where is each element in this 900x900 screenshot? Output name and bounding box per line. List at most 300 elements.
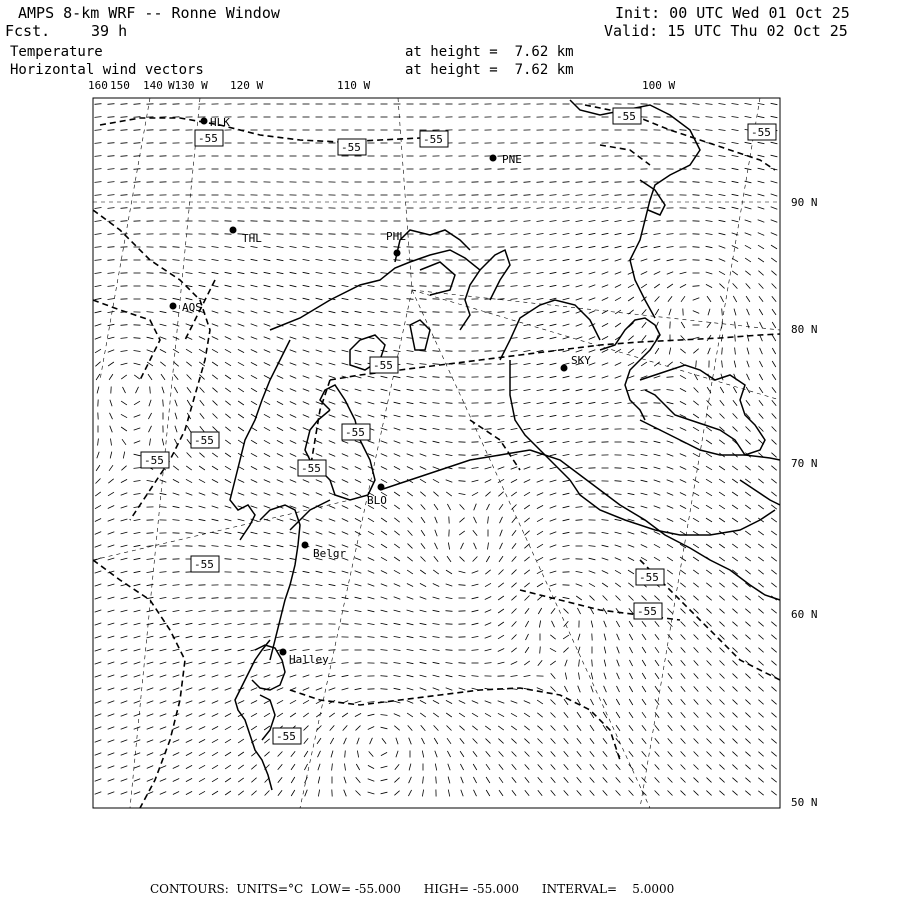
wind-vector [694, 635, 699, 640]
wind-vector [564, 764, 569, 769]
wind-vector [668, 751, 673, 756]
wind-vector [173, 649, 180, 651]
wind-vector [459, 688, 466, 690]
wind-vector [537, 700, 543, 704]
wind-vector [669, 348, 670, 355]
wind-vector [733, 713, 738, 718]
wind-vector [733, 400, 737, 406]
wind-vector [213, 414, 218, 419]
wind-vector [706, 246, 713, 247]
wind-vector [212, 453, 218, 457]
plot-title: AMPS 8-km WRF -- Ronne Window [18, 4, 280, 22]
wind-vector [745, 557, 751, 561]
wind-vector [238, 739, 244, 743]
wind-vector [628, 336, 633, 341]
wind-vector [394, 260, 401, 261]
wind-vector [563, 195, 570, 196]
wind-vector [460, 504, 465, 509]
wind-vector [524, 570, 530, 574]
wind-vector [563, 259, 570, 260]
wind-vector [551, 713, 556, 718]
wind-vector [511, 182, 518, 183]
wind-vector [604, 673, 606, 680]
wind-vector [655, 686, 659, 692]
wind-vector [576, 520, 583, 521]
wind-vector [277, 285, 284, 287]
wind-vector [693, 570, 699, 574]
wind-vector [368, 584, 375, 586]
wind-vector [628, 455, 635, 456]
wind-vector [95, 195, 102, 196]
wind-vector [745, 531, 751, 535]
wind-vector [499, 777, 503, 783]
wind-vector [187, 426, 191, 432]
wind-vector [212, 247, 219, 248]
wind-vector [693, 349, 698, 354]
wind-vector [771, 492, 776, 496]
wind-vector [368, 273, 375, 274]
wind-vector [316, 337, 323, 339]
wind-vector [498, 364, 505, 365]
wind-vector [707, 635, 712, 640]
wind-vector [589, 246, 596, 247]
wind-vector [667, 377, 674, 378]
wind-vector [173, 286, 180, 287]
wind-vector [408, 790, 411, 796]
wind-vector [615, 233, 622, 234]
wind-vector [121, 597, 128, 599]
wind-vector [290, 415, 296, 418]
wind-vector [407, 688, 414, 690]
wind-vector [680, 388, 686, 391]
wind-vector [540, 647, 541, 654]
wind-vector [291, 777, 295, 783]
wind-vector [225, 414, 230, 418]
wind-vector [615, 363, 621, 366]
wind-vector [617, 634, 620, 640]
valid-time: Valid: 15 UTC Thu 02 Oct 25 [604, 22, 848, 40]
wind-vector [732, 648, 737, 653]
wind-vector [576, 246, 583, 247]
wind-vector [303, 298, 310, 300]
wind-vector [758, 233, 764, 236]
wind-vector [472, 597, 479, 599]
wind-vector [498, 338, 505, 339]
wind-vector [708, 348, 711, 354]
wind-vector [524, 299, 531, 300]
wind-vector [760, 322, 763, 328]
wind-vector [95, 792, 102, 794]
wind-vector [316, 688, 322, 691]
wind-vector [603, 764, 607, 769]
wind-vector [225, 493, 231, 496]
wind-vector [668, 712, 672, 717]
wind-vector [160, 675, 167, 677]
wind-vector [316, 532, 323, 534]
wind-vector [589, 208, 596, 209]
wind-vector [394, 247, 401, 248]
station-label: HLK [210, 116, 230, 129]
wind-vector [771, 258, 777, 262]
wind-vector [654, 454, 661, 456]
wind-vector [212, 688, 219, 691]
wind-vector [719, 271, 725, 274]
wind-vector [771, 505, 777, 509]
wind-vector [186, 519, 193, 520]
wind-vector [551, 687, 556, 692]
field-label-wind: Horizontal wind vectors [10, 62, 204, 78]
wind-vector [381, 571, 387, 574]
wind-vector [342, 298, 349, 299]
wind-vector [407, 376, 414, 377]
wind-vector [616, 790, 621, 795]
wind-vector [537, 726, 542, 731]
wind-vector [641, 429, 648, 430]
wind-vector [121, 545, 128, 547]
wind-vector [407, 364, 414, 365]
wind-vector [318, 764, 320, 771]
wind-vector [589, 285, 596, 287]
wind-vector [681, 791, 686, 796]
wind-vector [694, 647, 699, 652]
wind-vector [576, 429, 583, 430]
wind-vector [95, 143, 102, 144]
wind-vector [264, 532, 271, 534]
wind-vector [706, 414, 711, 419]
wind-vector [550, 441, 557, 442]
wind-vector [564, 738, 569, 743]
wind-vector [720, 700, 725, 705]
wind-vector [759, 400, 763, 406]
wind-vector [550, 532, 557, 534]
wind-vector [238, 662, 245, 664]
wind-vector [722, 361, 723, 368]
wind-vector [472, 571, 479, 573]
wind-vector [615, 402, 622, 403]
wind-vector [603, 596, 608, 601]
wind-vector [771, 752, 776, 757]
wind-vector [759, 387, 763, 393]
wind-vector [303, 493, 309, 496]
wind-vector [563, 324, 570, 326]
wind-vector [173, 779, 179, 782]
wind-vector [108, 479, 113, 483]
wind-vector [524, 377, 531, 378]
wind-vector [602, 429, 609, 430]
wind-vector [186, 362, 191, 366]
wind-vector [447, 751, 450, 757]
wind-vector [134, 545, 141, 546]
wind-vector [394, 778, 399, 783]
wind-vector [719, 440, 725, 444]
wind-vector [96, 479, 101, 484]
wind-vector [212, 598, 219, 599]
wind-vector [758, 713, 763, 718]
wind-vector [407, 389, 414, 390]
wind-vector [186, 298, 193, 300]
wind-vector [668, 647, 672, 652]
wind-vector [303, 637, 310, 638]
wind-vector [604, 621, 607, 627]
wind-vector [524, 247, 531, 248]
wind-vector [134, 117, 141, 118]
wind-vector [381, 752, 387, 755]
wind-vector [524, 428, 531, 429]
lon-label-130: W130 W [168, 79, 208, 92]
wind-vector [95, 273, 102, 274]
wind-vector [589, 220, 596, 221]
wind-vector [173, 493, 180, 495]
wind-vector [447, 738, 451, 744]
wind-vector [134, 519, 141, 520]
wind-vector [408, 544, 413, 549]
wind-vector [238, 375, 244, 379]
wind-vector [732, 609, 737, 614]
wind-vector [577, 751, 581, 756]
wind-vector [745, 648, 750, 653]
lon-label-160: 160 [88, 79, 108, 92]
wind-vector [381, 779, 388, 781]
wind-vector [186, 752, 192, 755]
wind-vector [602, 402, 609, 403]
wind-vector [264, 311, 271, 313]
wind-vector [745, 479, 751, 483]
wind-vector [589, 558, 596, 560]
wind-vector [680, 349, 685, 353]
wind-vector [629, 673, 632, 679]
wind-vector [355, 454, 361, 457]
wind-vector [538, 751, 543, 756]
station-label: PHL [386, 230, 406, 243]
wind-vector [720, 296, 723, 302]
wind-vector [305, 790, 308, 797]
wind-vector [147, 636, 154, 638]
wind-vector [225, 259, 232, 260]
wind-vector [225, 636, 232, 637]
wind-vector [604, 660, 606, 667]
wind-vector [488, 543, 489, 550]
wind-vector [173, 662, 180, 664]
wind-vector [408, 725, 413, 730]
wind-vector [604, 686, 607, 692]
wind-vector [368, 597, 375, 599]
wind-vector [720, 726, 725, 731]
wind-vector [667, 506, 673, 509]
wind-vector [628, 545, 634, 548]
wind-vector [461, 543, 464, 549]
wind-vector [238, 298, 245, 300]
wind-vector [277, 480, 283, 483]
wind-vector [667, 402, 674, 404]
wind-vector [251, 453, 257, 456]
wind-vector [474, 543, 477, 549]
wind-vector [758, 570, 763, 574]
wind-vector [641, 442, 648, 443]
wind-vector [199, 611, 206, 612]
wind-vector [641, 362, 647, 366]
wind-vector [355, 713, 361, 716]
wind-vector [758, 258, 764, 262]
wind-vector [446, 492, 452, 496]
wind-vector [108, 506, 114, 509]
wind-vector [394, 570, 400, 573]
wind-vector [134, 740, 141, 743]
wind-vector [186, 493, 193, 495]
wind-vector [719, 596, 724, 601]
wind-vector [511, 441, 518, 443]
wind-vector [108, 182, 115, 183]
wind-vector [485, 610, 491, 613]
wind-vector [199, 714, 205, 717]
wind-vector [342, 571, 349, 573]
wind-vector [423, 777, 424, 784]
station-marker [394, 250, 401, 257]
wind-vector [589, 546, 596, 547]
wind-vector [550, 648, 556, 651]
wind-vector [121, 662, 128, 664]
wind-vector [329, 350, 336, 352]
wind-vector [108, 714, 115, 716]
wind-vector [212, 546, 219, 547]
wind-vector [305, 777, 308, 783]
wind-vector [290, 324, 297, 326]
wind-vector [342, 688, 349, 690]
wind-vector [407, 636, 414, 637]
wind-vector [212, 649, 219, 651]
wind-vector [225, 388, 231, 392]
wind-vector [95, 545, 102, 548]
wind-vector [602, 350, 608, 353]
wind-vector [472, 584, 479, 586]
wind-vector [394, 791, 399, 796]
wind-vector [303, 389, 309, 392]
wind-vector [706, 272, 713, 274]
wind-vector [355, 624, 362, 625]
wind-vector [291, 790, 295, 796]
wind-vector [251, 532, 258, 534]
wind-vector [251, 713, 257, 716]
wind-vector [173, 766, 179, 769]
wind-vector [707, 661, 712, 666]
wind-vector [147, 662, 154, 664]
wind-vector [329, 428, 335, 431]
wind-vector [719, 518, 725, 522]
wind-vector [238, 324, 245, 327]
wind-vector [563, 480, 570, 481]
wind-vector [264, 480, 270, 483]
wind-vector [745, 687, 750, 692]
wind-vector [589, 182, 596, 183]
wind-vector [264, 337, 271, 340]
wind-vector [186, 479, 192, 482]
wind-vector [435, 751, 437, 758]
wind-vector [563, 635, 569, 639]
wind-vector [108, 104, 115, 105]
wind-vector [615, 195, 622, 196]
wind-vector [706, 453, 712, 457]
wind-vector [498, 739, 503, 744]
wind-vector [706, 259, 713, 261]
wind-vector [732, 752, 737, 757]
wind-vector [539, 621, 540, 628]
wind-vector [459, 675, 466, 676]
wind-vector [668, 699, 672, 704]
wind-vector [694, 725, 699, 730]
wind-vector [537, 505, 543, 508]
wind-vector [617, 673, 620, 679]
wind-vector [719, 622, 724, 627]
wind-vector [147, 312, 154, 313]
wind-vector [173, 623, 180, 624]
wind-vector [290, 428, 296, 431]
wind-vector [225, 466, 231, 470]
wind-vector [407, 701, 413, 704]
wind-vector [97, 452, 99, 459]
wind-vector [238, 701, 244, 704]
wind-vector [368, 247, 375, 248]
wind-vector [291, 764, 295, 770]
wind-vector [212, 636, 219, 637]
wind-vector [693, 298, 700, 300]
wind-vector [355, 298, 362, 299]
wind-vector [459, 585, 466, 586]
wind-vector [576, 259, 583, 261]
wind-vector [407, 584, 413, 587]
wind-vector [342, 519, 348, 522]
wind-vector [264, 624, 271, 625]
contour-label: -55 [276, 730, 296, 743]
wind-vector [603, 790, 608, 795]
wind-vector [394, 389, 401, 391]
wind-vector [212, 506, 219, 508]
wind-vector [150, 387, 151, 394]
wind-vector [110, 413, 113, 419]
wind-vector [667, 596, 672, 601]
wind-vector [550, 208, 557, 209]
wind-vector [134, 701, 141, 703]
wind-vector [446, 688, 453, 690]
wind-vector [537, 376, 544, 377]
wind-vector [225, 713, 231, 716]
wind-vector [381, 299, 388, 300]
wind-vector [394, 726, 399, 731]
wind-vector [264, 427, 270, 430]
wind-vector [251, 791, 256, 796]
wind-vector [485, 597, 491, 600]
wind-vector [550, 635, 555, 639]
wind-vector [212, 298, 219, 300]
wind-vector [121, 117, 128, 118]
wind-vector [381, 518, 387, 522]
wind-vector [524, 726, 529, 730]
wind-vector [511, 390, 518, 391]
wind-vector [628, 506, 635, 508]
wind-vector [654, 519, 660, 522]
wind-vector [238, 726, 244, 730]
wind-vector [772, 284, 777, 289]
wind-vector [772, 400, 776, 405]
wind-vector [772, 322, 776, 328]
wind-vector [576, 220, 583, 221]
wind-vector [134, 338, 141, 339]
wind-vector [368, 350, 375, 351]
wind-vector [186, 585, 193, 586]
wind-vector [395, 764, 399, 769]
wind-vector [290, 259, 297, 260]
wind-vector [173, 298, 180, 299]
wind-vector [368, 376, 375, 378]
wind-vector [251, 259, 258, 260]
